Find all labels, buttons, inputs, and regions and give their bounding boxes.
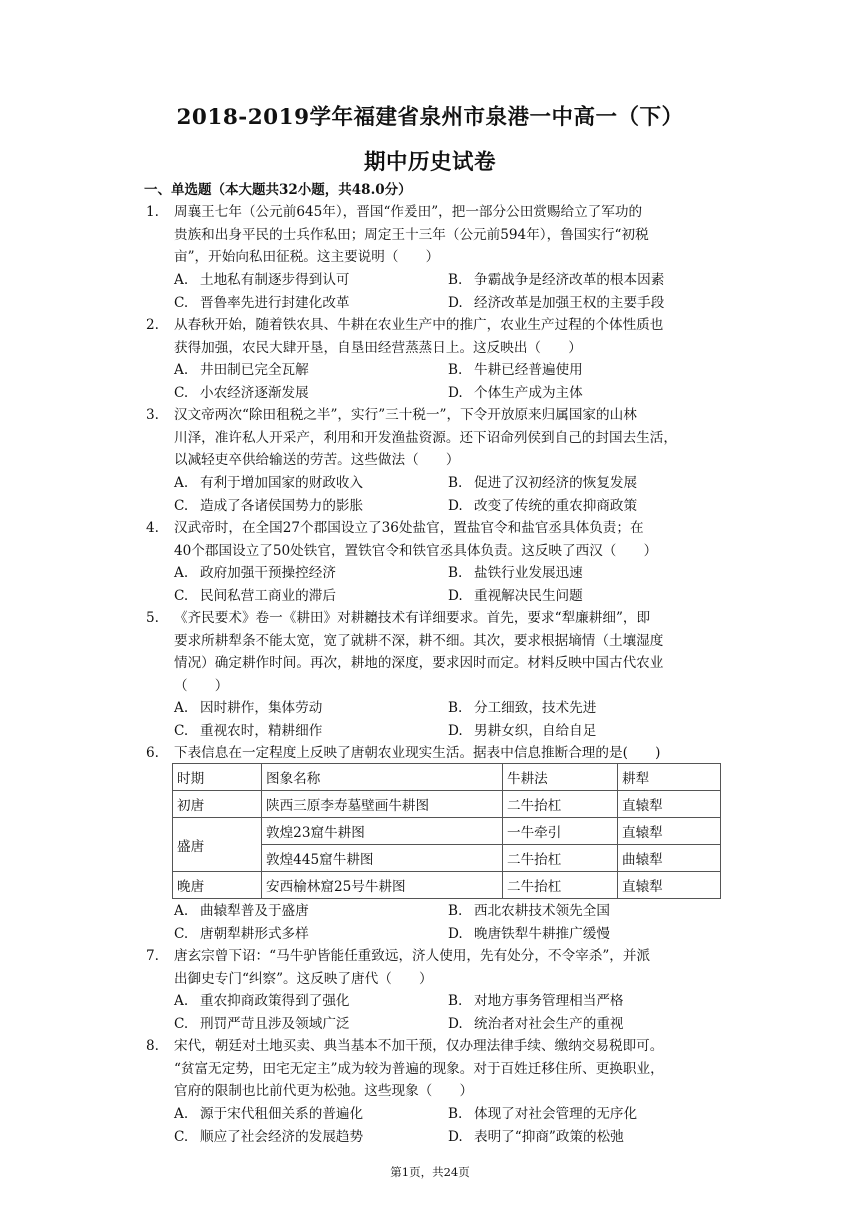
answer-option[interactable] bbox=[174, 587, 336, 605]
option-letter: D. bbox=[448, 1015, 463, 1032]
answer-option[interactable] bbox=[448, 1128, 624, 1146]
answer-option[interactable] bbox=[448, 564, 583, 582]
table-header-cell: 耕犁 bbox=[618, 764, 721, 791]
answer-option[interactable] bbox=[174, 1015, 350, 1033]
table-header-cell: 时期 bbox=[173, 764, 262, 791]
answer-option[interactable] bbox=[448, 294, 664, 312]
answer-option[interactable] bbox=[448, 384, 583, 402]
option-text: 重视农时，精耕细作 bbox=[200, 722, 323, 739]
option-letter: B. bbox=[448, 700, 463, 716]
option-text: 顺应了社会经济的发展趋势 bbox=[200, 1128, 364, 1145]
exam-title-line2: 期中历史试卷 bbox=[363, 150, 496, 175]
answer-option[interactable] bbox=[174, 384, 309, 402]
option-text: 政府加强干预操控经济 bbox=[200, 565, 336, 581]
table-cell: 安西榆林窟25号牛耕图 bbox=[262, 872, 503, 899]
table-cell: 初唐 bbox=[173, 791, 262, 818]
question-text-line: 《齐民要术》卷一《耕田》对耕耱技术有详细要求。首先，要求“犁廉耕细”，即 bbox=[174, 610, 651, 626]
table-cell: 晚唐 bbox=[173, 872, 262, 899]
option-text: 西北农耕技术领先全国 bbox=[474, 903, 610, 919]
question-text-line: 情况）确定耕作时间。再次，耕地的深度，要求因时而定。材料反映中国古代农业 bbox=[174, 655, 664, 672]
option-text: 民间私营工商业的滞后 bbox=[200, 587, 336, 604]
question-text-line: 川泽，准许私人开采产，利用和开发渔盐资源。还下诏命列侯到自己的封国去生活， bbox=[174, 429, 677, 446]
question-text-line: 宋代，朝廷对土地买卖、典当基本不加干预，仅办理法律手续、缴纳交易税即可。 bbox=[174, 1038, 664, 1054]
answer-option[interactable] bbox=[174, 992, 350, 1010]
table-cell: 一牛牵引 bbox=[503, 818, 618, 845]
option-text: 争霸战争是经济改革的根本因素 bbox=[474, 272, 665, 288]
question-text-line: 汉文帝两次“除田租税之半”，实行”三十税一”，下令开放原来归属国家的山林 bbox=[174, 407, 637, 423]
question-number: 2. bbox=[146, 317, 159, 333]
option-letter: D. bbox=[448, 1128, 463, 1145]
page-footer: 第1页，共24页 bbox=[390, 1165, 470, 1179]
option-text: 曲辕犁普及于盛唐 bbox=[200, 903, 309, 919]
option-text: 个体生产成为主体 bbox=[474, 384, 583, 401]
table-header-row bbox=[173, 764, 721, 791]
question-number: 5. bbox=[146, 610, 159, 626]
option-letter: C. bbox=[174, 294, 189, 311]
answer-option[interactable] bbox=[448, 699, 596, 717]
option-text: 土地私有制逐步得到认可 bbox=[200, 272, 350, 288]
option-letter: D. bbox=[448, 294, 463, 311]
answer-option[interactable] bbox=[174, 497, 363, 515]
option-letter: D. bbox=[448, 384, 463, 401]
question-text-line: 亩”，开始向私田征税。这主要说明（ ） bbox=[174, 249, 440, 266]
question-text-line: 唐玄宗曾下诏：“马牛驴皆能任重致远，济人使用，先有处分，不令宰杀”，并派 bbox=[174, 948, 651, 964]
option-letter: C. bbox=[174, 1128, 189, 1145]
answer-option[interactable] bbox=[448, 587, 583, 605]
question-text-line: 下表信息在一定程度上反映了唐朝农业现实生活。据表中信息推断合理的是( ) bbox=[174, 745, 661, 761]
answer-option[interactable] bbox=[448, 271, 664, 289]
table-cell: 二牛抬杠 bbox=[503, 791, 618, 818]
option-text: 男耕女织，自给自足 bbox=[474, 722, 597, 739]
option-text: 盐铁行业发展迅速 bbox=[474, 565, 583, 581]
option-letter: C. bbox=[174, 587, 189, 604]
option-text: 重农抑商政策得到了强化 bbox=[200, 993, 350, 1009]
answer-option[interactable] bbox=[174, 361, 309, 379]
question-text-line: 从春秋开始，随着铁农具、牛耕在农业生产中的推广，农业生产过程的个体性质也 bbox=[174, 317, 664, 333]
option-letter: C. bbox=[174, 925, 189, 942]
option-letter: B. bbox=[448, 993, 463, 1009]
option-text: 表明了“抑商”政策的松弛 bbox=[474, 1128, 624, 1145]
option-letter: A. bbox=[174, 362, 189, 378]
question-text-line: 40个郡国设立了50处铁官，置铁官令和铁官丞具体负责。这反映了西汉（ ） bbox=[174, 542, 658, 559]
table-row bbox=[173, 818, 721, 845]
option-text: 小农经济逐渐发展 bbox=[200, 384, 309, 401]
answer-option[interactable] bbox=[174, 564, 336, 582]
question-text-line: 获得加强，农民大肆开垦，自垦田经营蒸蒸日上。这反映出（ ） bbox=[174, 339, 582, 356]
table-cell: 敦煌445窟牛耕图 bbox=[262, 845, 503, 872]
answer-option[interactable] bbox=[174, 474, 363, 492]
option-letter: A. bbox=[174, 475, 189, 491]
option-letter: D. bbox=[448, 722, 463, 739]
option-letter: D. bbox=[448, 497, 463, 514]
option-text: 晚唐铁犁牛耕推广缓慢 bbox=[474, 925, 610, 942]
option-text: 统治者对社会生产的重视 bbox=[474, 1015, 624, 1032]
answer-option[interactable] bbox=[448, 361, 583, 379]
question-text-line: 要求所耕犁条不能太宽，宽了就耕不深，耕不细。其次，要求根据墒情（土壤湿度 bbox=[174, 632, 664, 649]
answer-option[interactable] bbox=[174, 294, 350, 312]
question-text-line: 以减轻吏卒供给输送的劳苦。这些做法（ ） bbox=[174, 452, 460, 469]
table-header-cell: 牛耕法 bbox=[503, 764, 618, 791]
answer-option[interactable] bbox=[174, 1105, 363, 1123]
answer-option[interactable] bbox=[448, 497, 637, 515]
question-text-line: 汉武帝时，在全国27个郡国设立了36处盐官，置盐官令和盐官丞具体负责；在 bbox=[174, 520, 644, 536]
option-text: 源于宋代租佃关系的普遍化 bbox=[200, 1106, 364, 1122]
question-text-line: （ ） bbox=[174, 677, 229, 694]
table-cell: 二牛抬杠 bbox=[503, 872, 618, 899]
table-cell: 直辕犁 bbox=[618, 872, 721, 899]
table-cell: 陕西三原李寿墓壁画牛耕图 bbox=[262, 791, 503, 818]
option-letter: B. bbox=[448, 565, 463, 581]
table-cell: 直辕犁 bbox=[618, 791, 721, 818]
question-number: 1. bbox=[146, 204, 159, 220]
option-letter: A. bbox=[174, 903, 189, 919]
option-text: 对地方事务管理相当严格 bbox=[474, 993, 624, 1009]
option-text: 体现了对社会管理的无序化 bbox=[474, 1106, 638, 1122]
option-letter: B. bbox=[448, 272, 463, 288]
option-letter: A. bbox=[174, 272, 189, 288]
option-text: 唐朝犁耕形式多样 bbox=[200, 925, 309, 942]
option-text: 造成了各诸侯国势力的影胀 bbox=[200, 497, 364, 514]
option-letter: B. bbox=[448, 903, 463, 919]
tang-agriculture-table bbox=[172, 763, 721, 899]
answer-option[interactable] bbox=[174, 902, 309, 920]
option-text: 牛耕已经普遍使用 bbox=[474, 362, 583, 378]
answer-option[interactable] bbox=[448, 474, 637, 492]
table-row bbox=[173, 872, 721, 899]
option-letter: B. bbox=[448, 1106, 463, 1122]
option-text: 有利于增加国家的财政收入 bbox=[200, 475, 364, 491]
table-cell: 盛唐 bbox=[173, 818, 262, 872]
question-number: 6. bbox=[146, 745, 159, 761]
question-text-line: 出御史专门“纠察”。这反映了唐代（ ） bbox=[174, 970, 433, 987]
option-text: 刑罚严苛且涉及领域广泛 bbox=[200, 1015, 350, 1032]
answer-option[interactable] bbox=[174, 699, 322, 717]
answer-option[interactable] bbox=[448, 722, 596, 740]
answer-option[interactable] bbox=[448, 1105, 637, 1123]
option-letter: C. bbox=[174, 722, 189, 739]
option-letter: A. bbox=[174, 1106, 189, 1122]
option-text: 因时耕作，集体劳动 bbox=[200, 700, 323, 716]
table-header-cell: 图象名称 bbox=[262, 764, 503, 791]
option-letter: B. bbox=[448, 362, 463, 378]
answer-option[interactable] bbox=[448, 1015, 624, 1033]
table-cell: 二牛抬杠 bbox=[503, 845, 618, 872]
question-number: 4. bbox=[146, 520, 159, 536]
option-text: 改变了传统的重农抑商政策 bbox=[474, 497, 638, 514]
option-letter: A. bbox=[174, 993, 189, 1009]
option-letter: D. bbox=[448, 925, 463, 942]
answer-option[interactable] bbox=[448, 925, 610, 943]
table-cell: 直辕犁 bbox=[618, 818, 721, 845]
table-row bbox=[173, 791, 721, 818]
option-letter: B. bbox=[448, 475, 463, 491]
question-number: 8. bbox=[146, 1038, 159, 1054]
option-letter: C. bbox=[174, 384, 189, 401]
option-text: 促进了汉初经济的恢复发展 bbox=[474, 475, 638, 491]
question-number: 7. bbox=[146, 948, 159, 964]
table-cell: 敦煌23窟牛耕图 bbox=[262, 818, 503, 845]
answer-option[interactable] bbox=[174, 1128, 363, 1146]
option-text: 重视解决民生问题 bbox=[474, 587, 583, 604]
question-text-line: 官府的限制也比前代更为松弛。这些现象（ ） bbox=[174, 1083, 474, 1100]
question-text-line: “贫富无定势，田宅无定主”成为较为普遍的现象。对于百姓迁移住所、更换职业， bbox=[174, 1060, 664, 1077]
option-letter: C. bbox=[174, 497, 189, 514]
option-letter: A. bbox=[174, 565, 189, 581]
answer-option[interactable] bbox=[174, 925, 309, 943]
option-text: 井田制已完全瓦解 bbox=[200, 362, 309, 378]
exam-title-line1: 2018-2019学年福建省泉州市泉港一中高一（下） bbox=[176, 105, 684, 130]
table-cell: 曲辕犁 bbox=[618, 845, 721, 872]
option-letter: D. bbox=[448, 587, 463, 604]
option-letter: C. bbox=[174, 1015, 189, 1032]
option-text: 分工细致，技术先进 bbox=[474, 700, 597, 716]
question-number: 3. bbox=[146, 407, 159, 423]
section-heading: 一、单选题（本大题共32小题，共48.0分） bbox=[144, 182, 412, 198]
question-text-line: 周襄王七年（公元前645年），晋国“作爰田”，把一部分公田赏赐给立了军功的 bbox=[174, 204, 643, 220]
question-text-line: 贵族和出身平民的士兵作私田；周定王十三年（公元前594年），鲁国实行“初税 bbox=[174, 226, 649, 243]
answer-option[interactable] bbox=[174, 271, 350, 289]
answer-option[interactable] bbox=[448, 992, 624, 1010]
option-letter: A. bbox=[174, 700, 189, 716]
answer-option[interactable] bbox=[174, 722, 322, 740]
option-text: 经济改革是加强王权的主要手段 bbox=[474, 294, 665, 311]
option-text: 晋鲁率先进行封建化改革 bbox=[200, 294, 350, 311]
answer-option[interactable] bbox=[448, 902, 610, 920]
